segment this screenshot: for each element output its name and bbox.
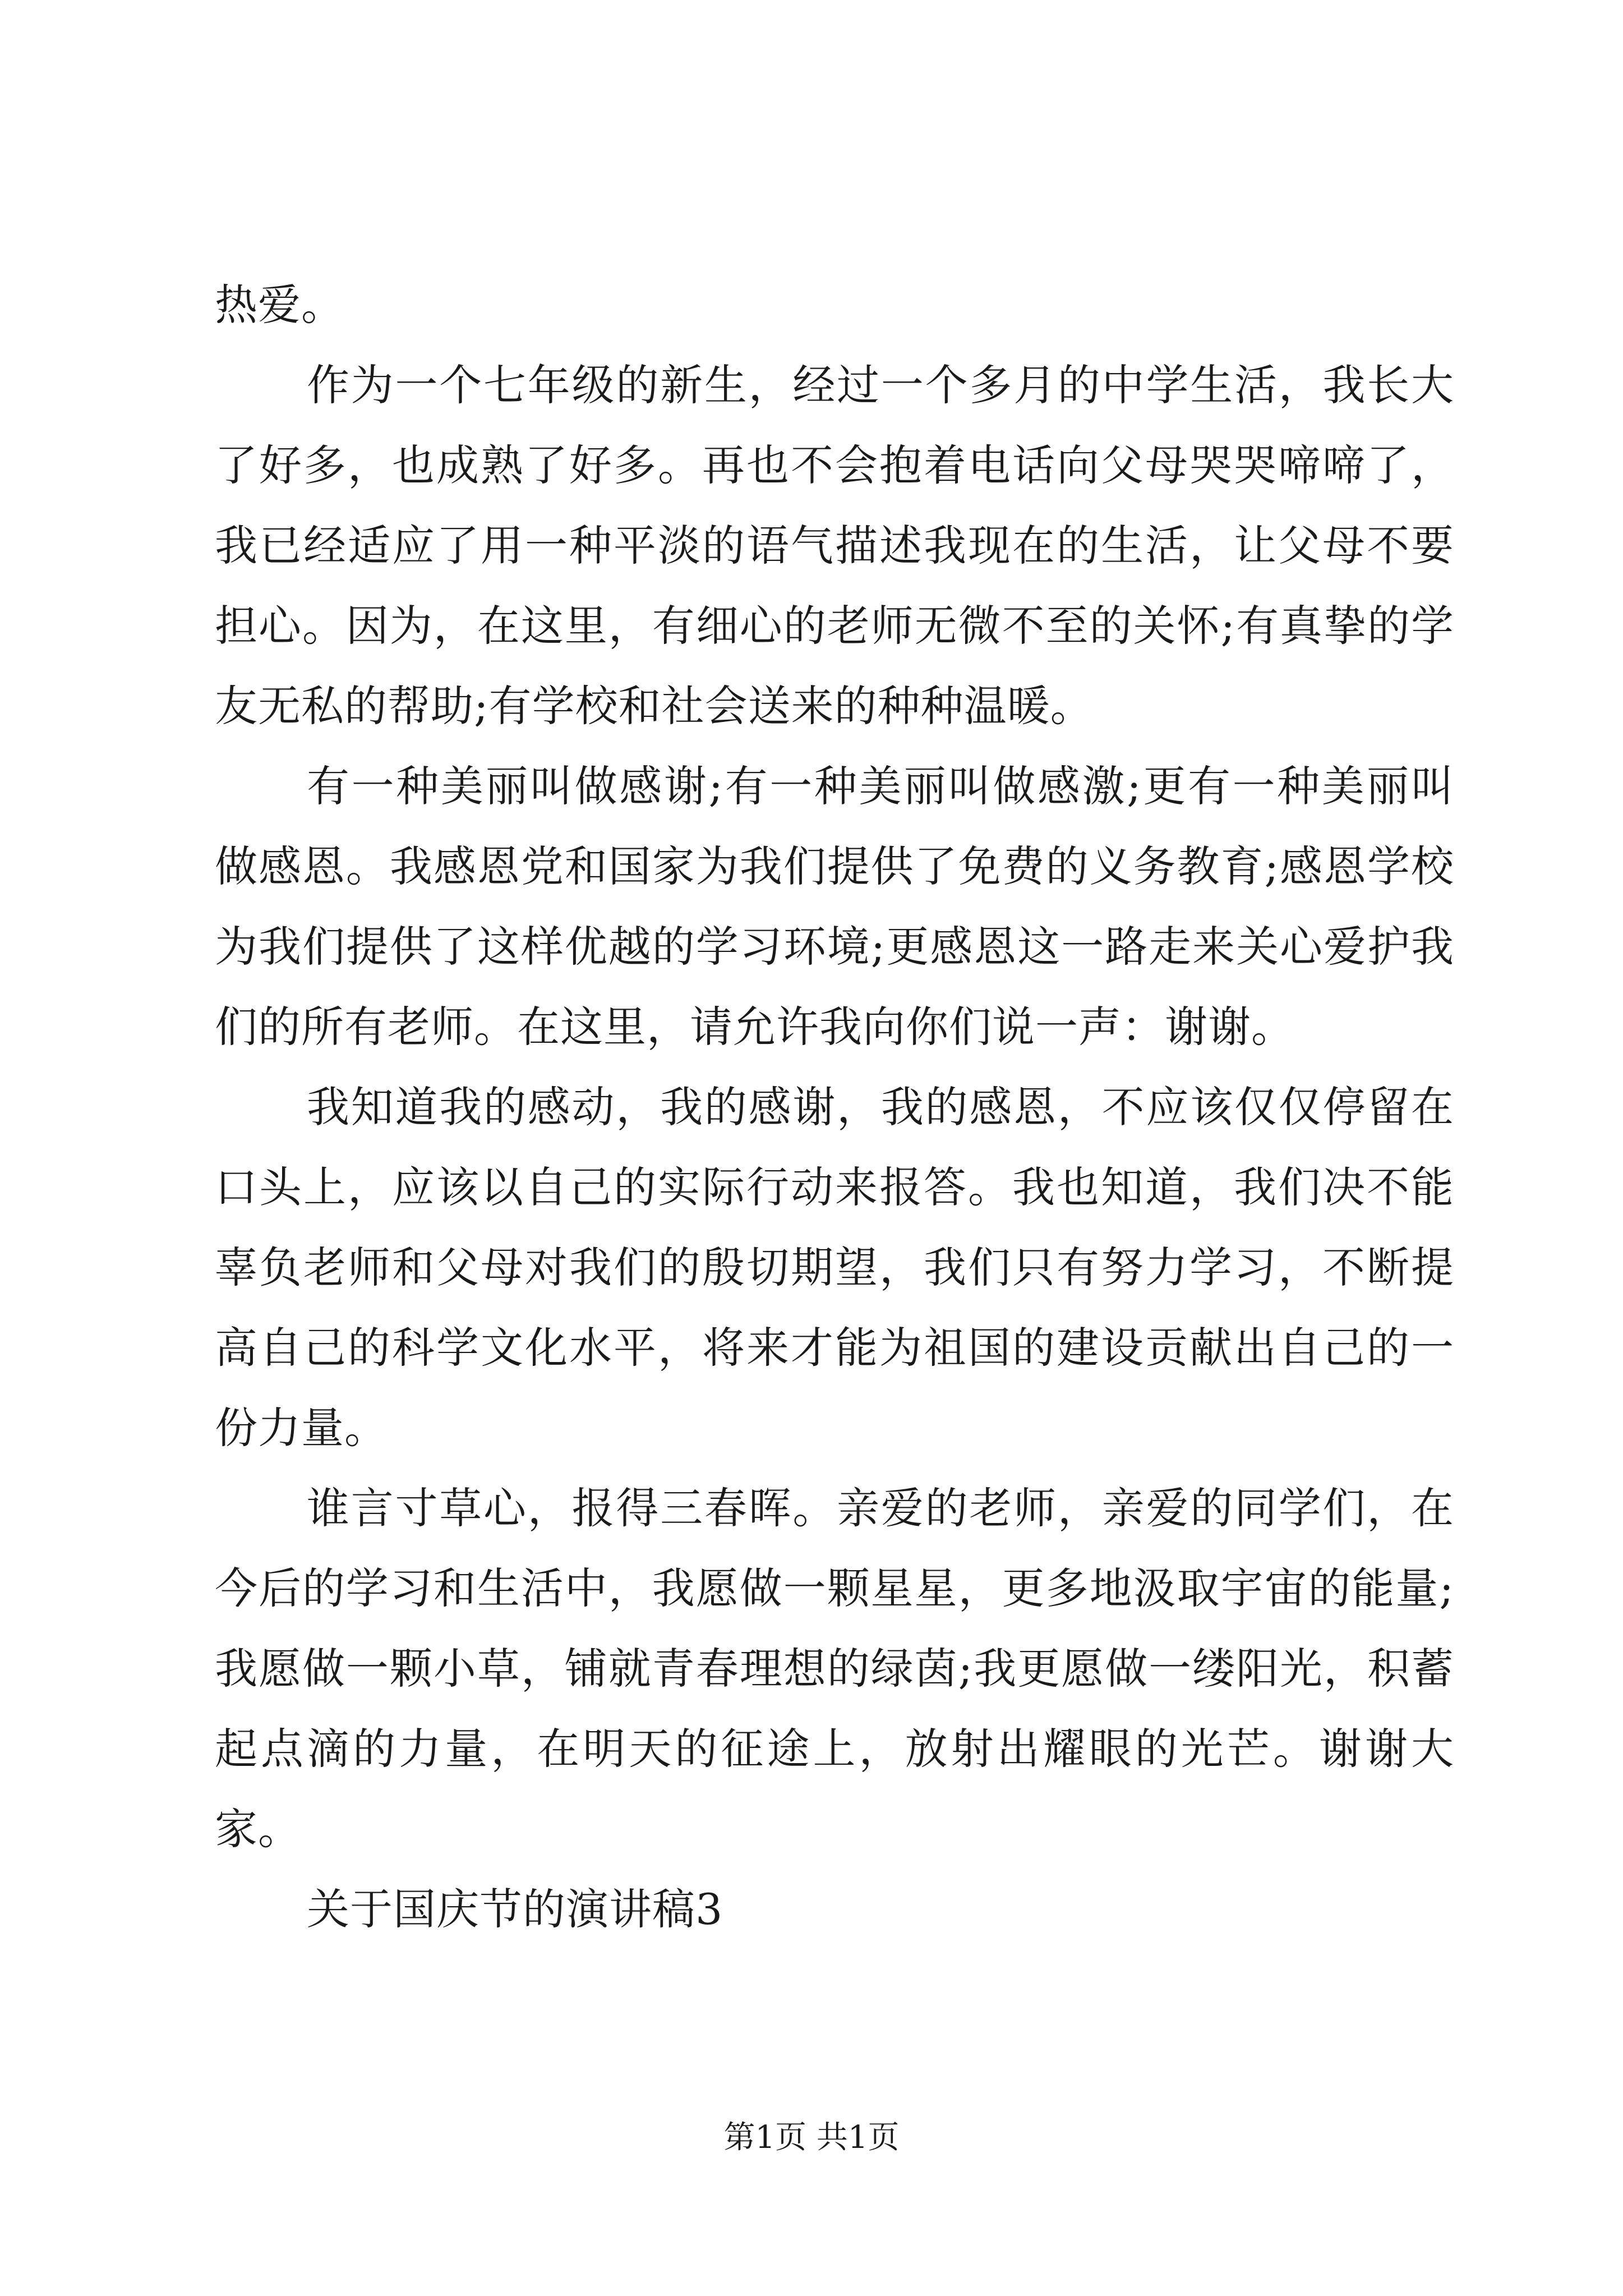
section-heading: 关于国庆节的演讲稿3 — [307, 1884, 723, 1934]
paragraph-3: 有一种美丽叫做感谢;有一种美丽叫做感激;更有一种美丽叫做感恩。我感恩党和国家为我们提供了免费的义务教育;感恩学校为我们提供了这样优越的学习环境;更感恩这一路走来关心爱护我们的所有老师。在这里，请允许我向你们说一声：谢谢。 — [215, 761, 1454, 1052]
paragraph-2: 作为一个七年级的新生，经过一个多月的中学生活，我长大了好多，也成熟了好多。再也不会抱着电话向父母哭哭啼啼了，我已经适应了用一种平淡的语气描述我现在的生活，让父母不要担心。因为，在这里，有细心的老师无微不至的关怀;有真挚的学友无私的帮助;有学校和社会送来的种种温暖。 — [215, 360, 1454, 731]
paragraph-1: 热爱。 — [215, 280, 344, 330]
paragraph-5: 谁言寸草心，报得三春晖。亲爱的老师，亲爱的同学们，在今后的学习和生活中，我愿做一颗星星，更多地汲取宇宙的能量;我愿做一颗小草，铺就青春理想的绿茵;我更愿做一缕阳光，积蓄起点滴的力量，在明天的征途上，放射出耀眼的光芒。谢谢大家。 — [215, 1483, 1454, 1854]
page-number-label: 第1页 共1页 — [723, 2119, 900, 2156]
paragraph-4: 我知道我的感动，我的感谢，我的感恩，不应该仅仅停留在口头上，应该以自己的实际行动来报答。我也知道，我们决不能辜负老师和父母对我们的殷切期望，我们只有努力学习，不断提高自己的科学文化水平，将来才能为祖国的建设贡献出自己的一份力量。 — [215, 1082, 1454, 1453]
page-footer — [0, 2118, 1623, 2157]
document-body — [215, 265, 1454, 1949]
